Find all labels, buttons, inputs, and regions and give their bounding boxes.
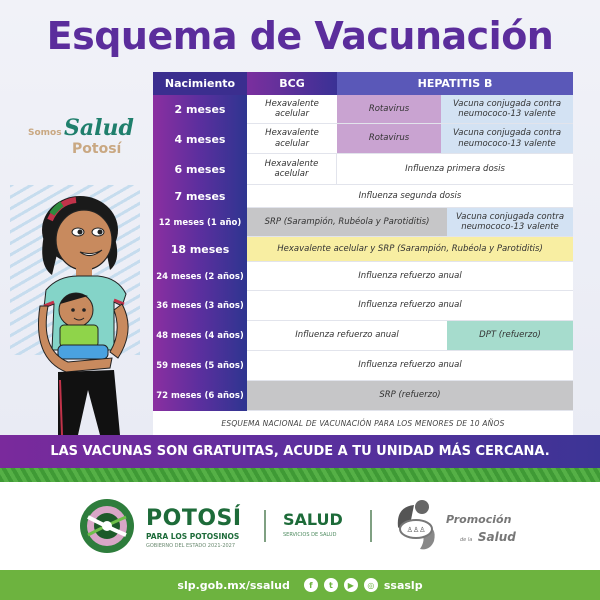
cell-influenza: Influenza refuerzo anual [247, 321, 447, 351]
cell-neumococo: Vacuna conjugada contra neumococo-13 valente [441, 95, 573, 124]
promo-line2: de la [460, 537, 473, 543]
logo-divider [370, 510, 372, 542]
age-label: 4 meses [174, 132, 226, 146]
salud-name: SALUD [283, 510, 343, 529]
logo-divider [264, 510, 266, 542]
age-label: 6 meses [174, 163, 226, 176]
header-hepatitis-b: HEPATITIS B [337, 72, 573, 95]
brand-somos: Somos [28, 128, 62, 138]
cell-hexavalente: Hexavalente acelular [247, 154, 337, 185]
header-nacimiento: Nacimiento [153, 72, 247, 95]
promo-line3: Salud [477, 530, 516, 544]
cell-influenza: Influenza segunda dosis [247, 185, 573, 208]
age-label: 36 meses (3 años) [156, 301, 244, 311]
age-label: 59 meses (5 años) [156, 361, 244, 371]
facebook-icon[interactable]: f [304, 578, 318, 592]
promocion-salud-logo [446, 513, 516, 545]
age-label: 7 meses [174, 190, 226, 203]
potosi-subtitle: PARA LOS POTOSINOS [146, 532, 240, 541]
cell-rotavirus: Rotavirus [337, 95, 441, 124]
age-label: 18 meses [170, 243, 230, 256]
salud-logo [283, 512, 343, 538]
svg-text:♙♙♙: ♙♙♙ [406, 526, 426, 534]
cell-hexavalente: Hexavalente acelular [247, 124, 337, 154]
free-vaccines-banner: LAS VACUNAS SON GRATUITAS, ACUDE A TU UNIDAD MÁS CERCANA. [0, 435, 600, 468]
cell-srp-refuerzo: SRP (refuerzo) [247, 381, 573, 411]
table-footer-note: ESQUEMA NACIONAL DE VACUNACIÓN PARA LOS MENORES DE 10 AÑOS [153, 411, 573, 435]
instagram-icon[interactable]: ◎ [364, 578, 378, 592]
cell-influenza: Influenza refuerzo anual [247, 291, 573, 321]
youtube-icon[interactable]: ▶ [344, 578, 358, 592]
potosi-emblem-icon [78, 497, 136, 555]
page-title: Esquema de Vacunación [46, 14, 554, 58]
cell-influenza: Influenza refuerzo anual [247, 351, 573, 381]
promocion-salud-emblem-icon [388, 497, 444, 553]
cell-influenza: Influenza refuerzo anual [247, 262, 573, 291]
age-label: 48 meses (4 años) [156, 331, 244, 341]
footer-bar [0, 570, 600, 600]
brand-potosi: Potosí [72, 141, 122, 157]
potosi-logo [146, 508, 242, 549]
social-handle[interactable]: ssaslp [383, 578, 423, 592]
potosi-name: POTOSÍ [146, 506, 242, 531]
decorative-green-strip [0, 468, 600, 482]
cell-dpt: DPT (refuerzo) [447, 321, 573, 351]
age-label: 2 meses [174, 103, 226, 116]
cell-neumococo: Vacuna conjugada contra neumococo-13 valente [447, 208, 573, 237]
header-bcg: BCG [247, 72, 337, 95]
mother-baby-illustration [18, 190, 148, 435]
twitter-icon[interactable]: t [324, 578, 338, 592]
cell-rotavirus: Rotavirus [337, 124, 441, 154]
cell-srp: SRP (Sarampión, Rubéola y Parotiditis) [247, 208, 447, 237]
cell-hexavalente-srp: Hexavalente acelular y SRP (Sarampión, Rubéola y Parotiditis) [247, 237, 573, 262]
potosi-government: GOBIERNO DEL ESTADO 2021-2027 [146, 543, 236, 549]
cell-neumococo: Vacuna conjugada contra neumococo-13 valente [441, 124, 573, 154]
age-label: 12 meses (1 año) [158, 217, 242, 228]
brand-salud: Salud [64, 115, 134, 141]
age-label: 24 meses (2 años) [156, 271, 244, 282]
age-label: 72 meses (6 años) [156, 391, 244, 401]
salud-subtitle: SERVICIOS DE SALUD [283, 532, 337, 538]
age-column [153, 95, 247, 411]
cell-influenza: Influenza primera dosis [337, 154, 573, 185]
website-link[interactable]: slp.gob.mx/ssalud [177, 578, 290, 592]
cell-hexavalente: Hexavalente acelular [247, 95, 337, 124]
promo-line1: Promoción [446, 513, 512, 526]
somos-salud-potosi-logo [24, 115, 134, 165]
